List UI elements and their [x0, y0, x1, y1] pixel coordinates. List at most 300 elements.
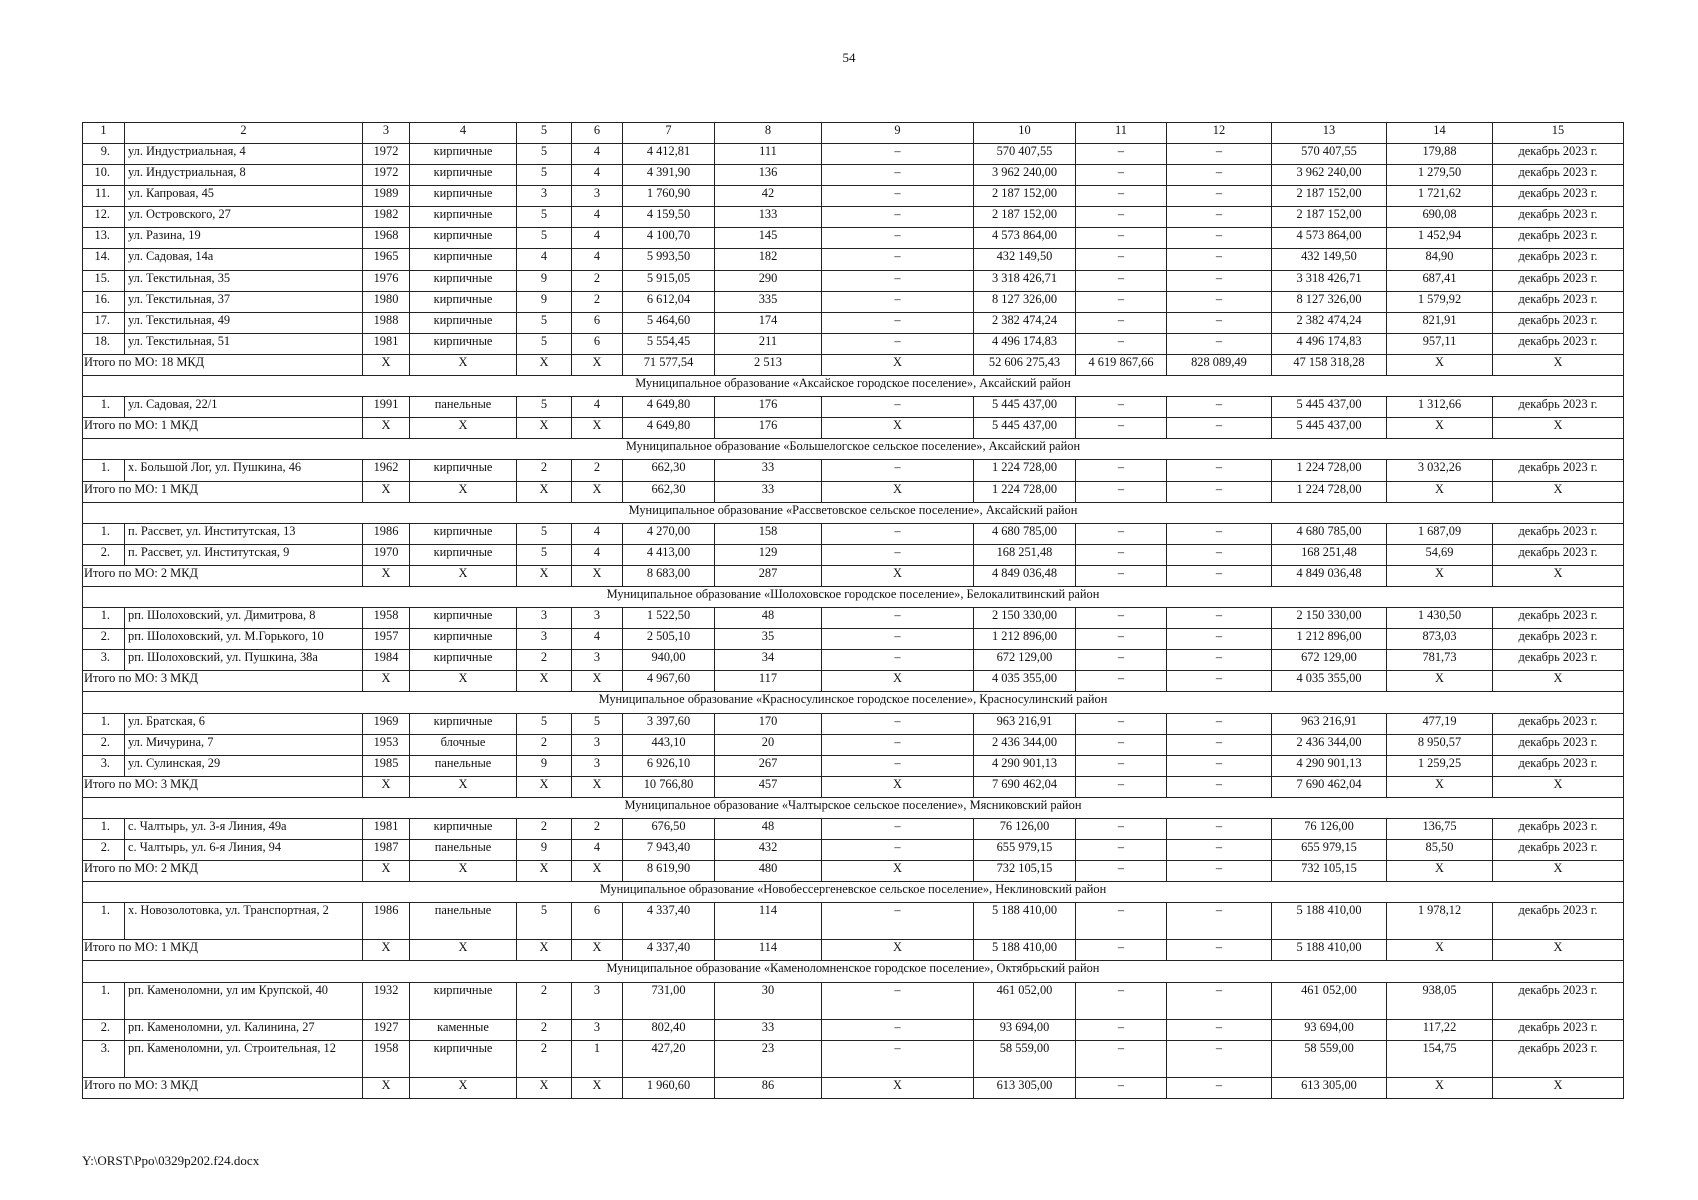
- address-cell: ул. Текстильная, 49: [125, 312, 363, 333]
- table-cell: –: [1076, 249, 1167, 270]
- table-cell: 4 680 785,00: [1272, 523, 1387, 544]
- total-label: Итого по МО: 1 МКД: [83, 481, 363, 502]
- table-row: [83, 144, 1624, 165]
- table-cell: 5: [517, 903, 572, 940]
- table-cell: 34: [715, 650, 822, 671]
- table-cell: 5: [517, 333, 572, 354]
- table-cell: 963 216,91: [974, 713, 1076, 734]
- table-cell: X: [517, 481, 572, 502]
- table-cell: X: [517, 1077, 572, 1098]
- table-cell: X: [517, 418, 572, 439]
- table-cell: –: [1167, 650, 1272, 671]
- table-cell: 168 251,48: [974, 544, 1076, 565]
- table-cell: 570 407,55: [1272, 144, 1387, 165]
- table-cell: 2 436 344,00: [1272, 734, 1387, 755]
- table-cell: X: [1387, 776, 1493, 797]
- table-cell: –: [1167, 544, 1272, 565]
- table-cell: 2 150 330,00: [1272, 608, 1387, 629]
- table-cell: –: [1076, 481, 1167, 502]
- table-cell: 781,73: [1387, 650, 1493, 671]
- table-cell: 211: [715, 333, 822, 354]
- row-number: 2.: [83, 544, 125, 565]
- table-cell: кирпичные: [410, 228, 517, 249]
- address-cell: ул. Мичурина, 7: [125, 734, 363, 755]
- table-cell: –: [822, 144, 974, 165]
- table-cell: 8 619,90: [623, 861, 715, 882]
- table-cell: 1 224 728,00: [974, 481, 1076, 502]
- column-header: 2: [125, 123, 363, 144]
- table-cell: X: [822, 565, 974, 586]
- table-cell: 54,69: [1387, 544, 1493, 565]
- table-cell: 690,08: [1387, 207, 1493, 228]
- table-cell: 5: [517, 207, 572, 228]
- table-cell: 4 496 174,83: [974, 333, 1076, 354]
- row-number: 1.: [83, 713, 125, 734]
- table-cell: –: [1167, 165, 1272, 186]
- table-cell: X: [410, 671, 517, 692]
- table-cell: –: [1076, 903, 1167, 940]
- table-cell: 655 979,15: [1272, 840, 1387, 861]
- table-cell: 3: [572, 1019, 623, 1040]
- table-cell: 1 224 728,00: [1272, 481, 1387, 502]
- address-cell: х. Большой Лог, ул. Пушкина, 46: [125, 460, 363, 481]
- column-header: 13: [1272, 123, 1387, 144]
- table-cell: 2: [572, 270, 623, 291]
- table-cell: 33: [715, 1019, 822, 1040]
- section-row: [83, 376, 1624, 397]
- table-cell: 457: [715, 776, 822, 797]
- table-cell: 676,50: [623, 819, 715, 840]
- table-cell: 4 290 901,13: [974, 755, 1076, 776]
- section-row: [83, 882, 1624, 903]
- table-cell: 5 445 437,00: [974, 418, 1076, 439]
- row-number: 1.: [83, 608, 125, 629]
- table-cell: 1970: [363, 544, 410, 565]
- address-cell: с. Чалтырь, ул. 6-я Линия, 94: [125, 840, 363, 861]
- table-cell: 662,30: [623, 481, 715, 502]
- table-cell: X: [363, 1077, 410, 1098]
- table-cell: –: [822, 207, 974, 228]
- total-label: Итого по МО: 3 МКД: [83, 1077, 363, 1098]
- table-cell: 1986: [363, 903, 410, 940]
- row-number: 1.: [83, 397, 125, 418]
- table-cell: панельные: [410, 903, 517, 940]
- table-cell: –: [1167, 861, 1272, 882]
- table-cell: 802,40: [623, 1019, 715, 1040]
- table-cell: 5: [517, 544, 572, 565]
- table-cell: кирпичные: [410, 186, 517, 207]
- table-cell: 4: [572, 165, 623, 186]
- table-cell: –: [1167, 523, 1272, 544]
- table-cell: 4: [572, 523, 623, 544]
- table-cell: декабрь 2023 г.: [1493, 713, 1624, 734]
- column-header: 11: [1076, 123, 1167, 144]
- table-cell: 136: [715, 165, 822, 186]
- table-cell: кирпичные: [410, 713, 517, 734]
- table-cell: 2 187 152,00: [1272, 207, 1387, 228]
- table-cell: –: [1076, 982, 1167, 1019]
- table-cell: –: [1167, 1019, 1272, 1040]
- table-cell: 5 188 410,00: [974, 903, 1076, 940]
- table-cell: 4 035 355,00: [974, 671, 1076, 692]
- table-cell: 1984: [363, 650, 410, 671]
- table-cell: –: [1167, 982, 1272, 1019]
- section-row: [83, 797, 1624, 818]
- table-row: [83, 165, 1624, 186]
- address-cell: ул. Текстильная, 35: [125, 270, 363, 291]
- table-cell: –: [1076, 650, 1167, 671]
- table-row: [83, 249, 1624, 270]
- table-cell: 1932: [363, 982, 410, 1019]
- table-cell: 687,41: [1387, 270, 1493, 291]
- table-row: [83, 207, 1624, 228]
- table-cell: 672 129,00: [1272, 650, 1387, 671]
- address-cell: рп. Каменоломни, ул. Калинина, 27: [125, 1019, 363, 1040]
- table-cell: –: [1076, 397, 1167, 418]
- table-cell: блочные: [410, 734, 517, 755]
- section-title: Муниципальное образование «Красносулинское городское поселение», Красносулинский район: [83, 692, 1624, 713]
- table-cell: 1958: [363, 1040, 410, 1077]
- section-row: [83, 586, 1624, 607]
- table-cell: –: [1076, 291, 1167, 312]
- address-cell: ул. Садовая, 22/1: [125, 397, 363, 418]
- total-row: [83, 481, 1624, 502]
- table-row: [83, 755, 1624, 776]
- table-cell: 4 649,80: [623, 397, 715, 418]
- table-row: [83, 397, 1624, 418]
- table-cell: 71 577,54: [623, 354, 715, 375]
- table-cell: X: [1493, 418, 1624, 439]
- table-cell: 4: [572, 228, 623, 249]
- table-cell: декабрь 2023 г.: [1493, 270, 1624, 291]
- total-row: [83, 418, 1624, 439]
- table-cell: –: [1076, 1019, 1167, 1040]
- table-row: [83, 629, 1624, 650]
- table-cell: 145: [715, 228, 822, 249]
- table-cell: –: [822, 544, 974, 565]
- table-cell: 672 129,00: [974, 650, 1076, 671]
- table-cell: 4 619 867,66: [1076, 354, 1167, 375]
- table-cell: 432 149,50: [974, 249, 1076, 270]
- table-cell: X: [1387, 1077, 1493, 1098]
- table-cell: –: [1167, 312, 1272, 333]
- table-cell: –: [1167, 418, 1272, 439]
- table-cell: X: [822, 776, 974, 797]
- table-cell: X: [822, 1077, 974, 1098]
- table-cell: кирпичные: [410, 460, 517, 481]
- address-cell: ул. Разина, 19: [125, 228, 363, 249]
- table-cell: 8 127 326,00: [1272, 291, 1387, 312]
- table-cell: 3 318 426,71: [1272, 270, 1387, 291]
- table-cell: 2 187 152,00: [974, 207, 1076, 228]
- table-cell: 2: [517, 734, 572, 755]
- table-cell: 335: [715, 291, 822, 312]
- table-cell: декабрь 2023 г.: [1493, 312, 1624, 333]
- table-cell: 48: [715, 819, 822, 840]
- table-cell: 5 445 437,00: [1272, 397, 1387, 418]
- table-cell: –: [1076, 755, 1167, 776]
- table-cell: X: [572, 354, 623, 375]
- row-number: 3.: [83, 755, 125, 776]
- table-cell: –: [1076, 819, 1167, 840]
- total-row: [83, 940, 1624, 961]
- table-cell: декабрь 2023 г.: [1493, 903, 1624, 940]
- table-cell: X: [572, 776, 623, 797]
- table-cell: кирпичные: [410, 650, 517, 671]
- table-cell: 1957: [363, 629, 410, 650]
- table-cell: 613 305,00: [974, 1077, 1076, 1098]
- table-cell: декабрь 2023 г.: [1493, 819, 1624, 840]
- table-cell: 8 127 326,00: [974, 291, 1076, 312]
- table-cell: 5: [517, 312, 572, 333]
- table-cell: 2: [517, 650, 572, 671]
- table-cell: X: [363, 940, 410, 961]
- table-cell: 732 105,15: [1272, 861, 1387, 882]
- table-cell: 3: [572, 608, 623, 629]
- table-cell: X: [822, 481, 974, 502]
- table-cell: декабрь 2023 г.: [1493, 186, 1624, 207]
- table-cell: –: [822, 1019, 974, 1040]
- table-cell: 655 979,15: [974, 840, 1076, 861]
- total-row: [83, 354, 1624, 375]
- table-cell: 427,20: [623, 1040, 715, 1077]
- table-cell: –: [1167, 565, 1272, 586]
- table-cell: 1 312,66: [1387, 397, 1493, 418]
- table-cell: 1988: [363, 312, 410, 333]
- table-cell: 170: [715, 713, 822, 734]
- row-number: 1.: [83, 982, 125, 1019]
- table-cell: 267: [715, 755, 822, 776]
- table-cell: X: [822, 418, 974, 439]
- table-cell: 10 766,80: [623, 776, 715, 797]
- table-cell: 4 100,70: [623, 228, 715, 249]
- table-cell: –: [822, 608, 974, 629]
- column-header: 12: [1167, 123, 1272, 144]
- table-cell: 4 849 036,48: [1272, 565, 1387, 586]
- table-cell: 35: [715, 629, 822, 650]
- table-cell: X: [1387, 418, 1493, 439]
- table-cell: 4: [517, 249, 572, 270]
- table-cell: 4 413,00: [623, 544, 715, 565]
- table-row: [83, 1040, 1624, 1077]
- table-cell: 1 760,90: [623, 186, 715, 207]
- table-cell: 6 926,10: [623, 755, 715, 776]
- table-cell: панельные: [410, 755, 517, 776]
- table-cell: панельные: [410, 397, 517, 418]
- table-cell: X: [410, 1077, 517, 1098]
- table-cell: 2 505,10: [623, 629, 715, 650]
- table-cell: –: [822, 819, 974, 840]
- table-cell: 4: [572, 397, 623, 418]
- table-cell: 2: [572, 291, 623, 312]
- table-cell: кирпичные: [410, 982, 517, 1019]
- table-cell: 3 962 240,00: [974, 165, 1076, 186]
- table-cell: 9: [517, 840, 572, 861]
- row-number: 11.: [83, 186, 125, 207]
- section-row: [83, 502, 1624, 523]
- table-cell: X: [410, 565, 517, 586]
- table-cell: 3: [517, 608, 572, 629]
- table-cell: –: [822, 629, 974, 650]
- column-header: 14: [1387, 123, 1493, 144]
- table-cell: 5 464,60: [623, 312, 715, 333]
- table-cell: 1 212 896,00: [1272, 629, 1387, 650]
- row-number: 1.: [83, 460, 125, 481]
- column-header: 15: [1493, 123, 1624, 144]
- header-row: [83, 123, 1624, 144]
- table-row: [83, 650, 1624, 671]
- table-cell: 1 259,25: [1387, 755, 1493, 776]
- table-cell: 4 849 036,48: [974, 565, 1076, 586]
- address-cell: ул. Индустриальная, 4: [125, 144, 363, 165]
- table-cell: декабрь 2023 г.: [1493, 249, 1624, 270]
- column-header: 8: [715, 123, 822, 144]
- table-cell: –: [1167, 1077, 1272, 1098]
- table-cell: –: [822, 840, 974, 861]
- table-cell: X: [517, 861, 572, 882]
- table-cell: 3: [572, 650, 623, 671]
- table-cell: 4 391,90: [623, 165, 715, 186]
- table-cell: 2: [517, 1019, 572, 1040]
- table-cell: 4 337,40: [623, 903, 715, 940]
- table-cell: 662,30: [623, 460, 715, 481]
- table-cell: –: [1167, 144, 1272, 165]
- table-cell: 4 159,50: [623, 207, 715, 228]
- address-cell: ул. Сулинская, 29: [125, 755, 363, 776]
- table-cell: –: [822, 397, 974, 418]
- table-cell: 4 573 864,00: [1272, 228, 1387, 249]
- table-cell: –: [1167, 940, 1272, 961]
- address-cell: ул. Братская, 6: [125, 713, 363, 734]
- table-cell: 20: [715, 734, 822, 755]
- table-row: [83, 228, 1624, 249]
- table-cell: X: [1493, 861, 1624, 882]
- table-cell: –: [822, 186, 974, 207]
- row-number: 16.: [83, 291, 125, 312]
- table-cell: 1 687,09: [1387, 523, 1493, 544]
- table-cell: декабрь 2023 г.: [1493, 1040, 1624, 1077]
- table-cell: декабрь 2023 г.: [1493, 629, 1624, 650]
- table-cell: 4: [572, 207, 623, 228]
- table-cell: –: [1076, 565, 1167, 586]
- table-cell: 1991: [363, 397, 410, 418]
- table-cell: –: [1167, 397, 1272, 418]
- table-cell: 1: [572, 1040, 623, 1077]
- table-cell: –: [822, 650, 974, 671]
- table-cell: X: [572, 481, 623, 502]
- table-cell: 5: [517, 165, 572, 186]
- table-cell: 7 943,40: [623, 840, 715, 861]
- table-row: [83, 333, 1624, 354]
- table-row: [83, 270, 1624, 291]
- total-row: [83, 565, 1624, 586]
- table-cell: –: [1076, 713, 1167, 734]
- total-row: [83, 671, 1624, 692]
- table-cell: –: [1167, 629, 1272, 650]
- table-cell: 2 382 474,24: [1272, 312, 1387, 333]
- table-cell: X: [410, 776, 517, 797]
- table-cell: 1927: [363, 1019, 410, 1040]
- address-cell: рп. Шолоховский, ул. М.Горького, 10: [125, 629, 363, 650]
- table-cell: 4: [572, 144, 623, 165]
- table-cell: декабрь 2023 г.: [1493, 840, 1624, 861]
- table-cell: кирпичные: [410, 165, 517, 186]
- table-cell: X: [410, 481, 517, 502]
- total-label: Итого по МО: 3 МКД: [83, 776, 363, 797]
- row-number: 12.: [83, 207, 125, 228]
- table-row: [83, 460, 1624, 481]
- table-cell: X: [1493, 940, 1624, 961]
- table-cell: 42: [715, 186, 822, 207]
- row-number: 2.: [83, 840, 125, 861]
- table-cell: 117: [715, 671, 822, 692]
- table-cell: 957,11: [1387, 333, 1493, 354]
- table-cell: декабрь 2023 г.: [1493, 291, 1624, 312]
- table-cell: 1 978,12: [1387, 903, 1493, 940]
- table-cell: 4 967,60: [623, 671, 715, 692]
- table-cell: декабрь 2023 г.: [1493, 397, 1624, 418]
- table-cell: –: [1167, 755, 1272, 776]
- table-cell: 6: [572, 333, 623, 354]
- table-cell: декабрь 2023 г.: [1493, 228, 1624, 249]
- table-cell: X: [363, 354, 410, 375]
- housing-register-table: [82, 122, 1624, 1099]
- table-row: [83, 713, 1624, 734]
- table-cell: 3 318 426,71: [974, 270, 1076, 291]
- table-cell: 176: [715, 418, 822, 439]
- table-cell: 136,75: [1387, 819, 1493, 840]
- table-cell: X: [517, 671, 572, 692]
- table-cell: 1958: [363, 608, 410, 629]
- table-cell: 76 126,00: [974, 819, 1076, 840]
- table-cell: 5 188 410,00: [1272, 940, 1387, 961]
- table-cell: 6: [572, 312, 623, 333]
- table-cell: 461 052,00: [1272, 982, 1387, 1019]
- row-number: 1.: [83, 819, 125, 840]
- table-cell: 111: [715, 144, 822, 165]
- table-cell: X: [517, 354, 572, 375]
- table-cell: 176: [715, 397, 822, 418]
- address-cell: х. Новозолотовка, ул. Транспортная, 2: [125, 903, 363, 940]
- table-cell: 2 187 152,00: [974, 186, 1076, 207]
- address-cell: ул. Садовая, 14а: [125, 249, 363, 270]
- table-cell: 1 452,94: [1387, 228, 1493, 249]
- table-cell: 154,75: [1387, 1040, 1493, 1077]
- table-cell: 1981: [363, 333, 410, 354]
- table-cell: X: [572, 861, 623, 882]
- table-cell: панельные: [410, 840, 517, 861]
- table-cell: 1980: [363, 291, 410, 312]
- table-row: [83, 840, 1624, 861]
- table-row: [83, 291, 1624, 312]
- table-cell: 3: [572, 734, 623, 755]
- table-cell: X: [1387, 671, 1493, 692]
- row-number: 2.: [83, 1019, 125, 1040]
- table-cell: 1 212 896,00: [974, 629, 1076, 650]
- table-cell: 7 690 462,04: [1272, 776, 1387, 797]
- table-cell: X: [517, 940, 572, 961]
- table-cell: –: [1076, 544, 1167, 565]
- table-row: [83, 819, 1624, 840]
- table-cell: 4 035 355,00: [1272, 671, 1387, 692]
- table-cell: 570 407,55: [974, 144, 1076, 165]
- table-row: [83, 903, 1624, 940]
- table-cell: 432 149,50: [1272, 249, 1387, 270]
- table-cell: –: [1167, 776, 1272, 797]
- table-cell: –: [1076, 312, 1167, 333]
- table-cell: X: [517, 565, 572, 586]
- table-cell: –: [1076, 144, 1167, 165]
